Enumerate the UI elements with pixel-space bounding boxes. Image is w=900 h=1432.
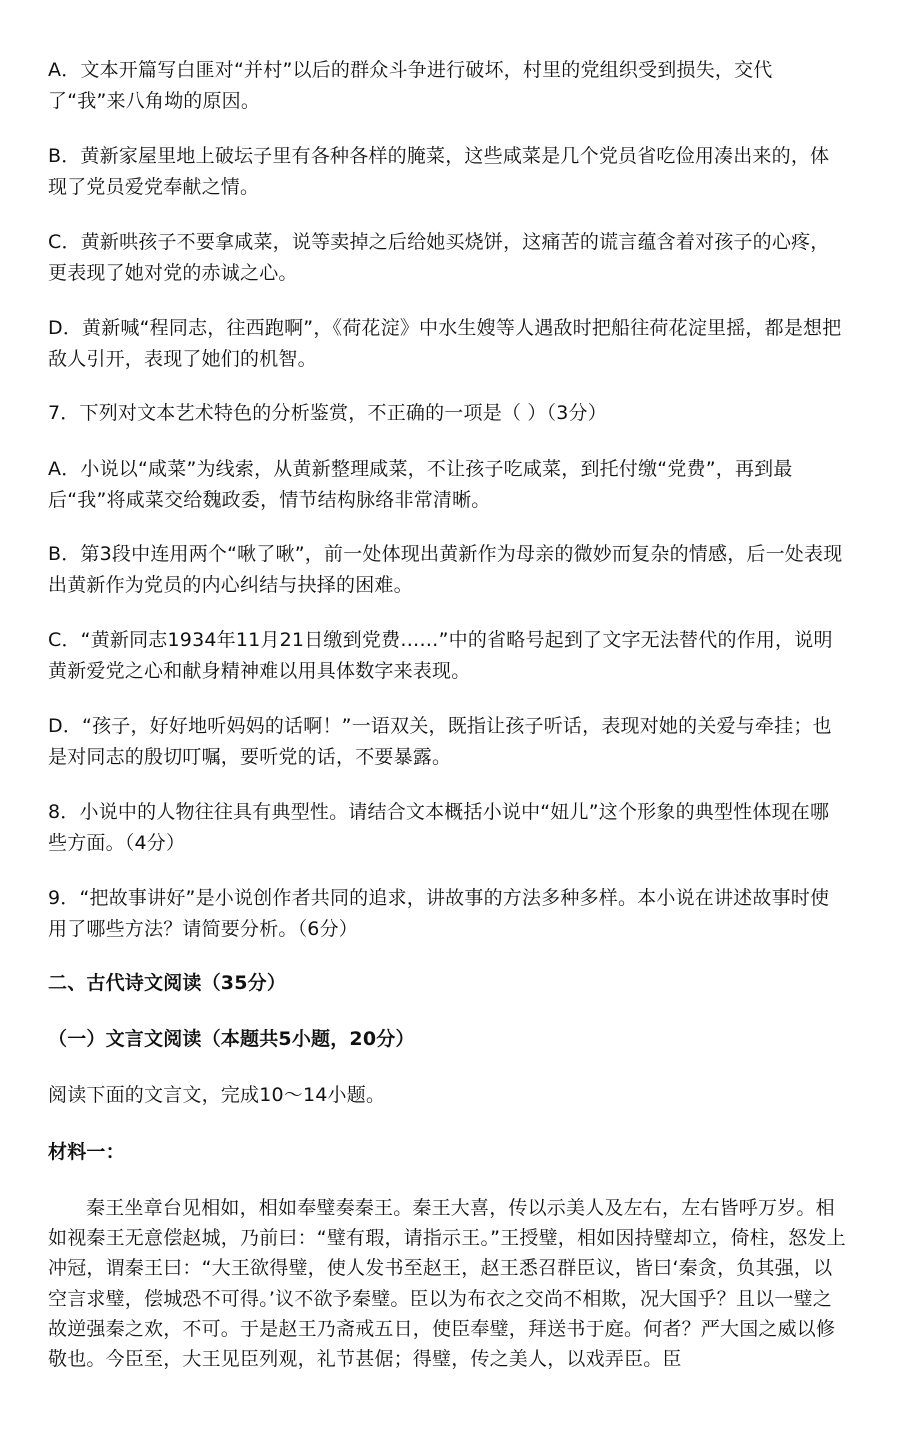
q7-stem: 7．下列对文本艺术特色的分析鉴赏，不正确的一项是（ ）（3分） — [48, 402, 607, 424]
q6-option-c: C．黄新哄孩子不要拿咸菜，说等卖掉之后给她买烧饼，这痛苦的谎言蕴含着对孩子的心疼，更表现了她对党的赤诚之心。 — [48, 231, 830, 284]
q7-option-d: D．“孩子，好好地听妈妈的话啊！”一语双关，既指让孩子听话，表现对她的关爱与牵挂；也是对同志的殷切叮嘱，要听党的话，不要暴露。 — [48, 715, 832, 768]
q7-option-b: B．第3段中连用两个“啾了啾”，前一处体现出黄新作为母亲的微妙而复杂的情感，后一处表现出黄新作为党员的内心纠结与抉择的困难。 — [48, 543, 843, 596]
q6-option-d: D．黄新喊“程同志，往西跑啊”，《荷花淀》中水生嫂等人遇敌时把船往荷花淀里摇，都是想把敌人引开，表现了她们的机智。 — [48, 317, 842, 370]
q6-option-a: A．文本开篇写白匪对“并村”以后的群众斗争进行破坏，村里的党组织受到损失，交代了“我”来八角坳的原因。 — [48, 59, 773, 112]
material-1-label: 材料一： — [48, 1141, 125, 1163]
q7-option-a: A．小说以“咸菜”为线索，从黄新整理咸菜，不让孩子吃咸菜，到托付缴“党费”，再到最后“我”将咸菜交给魏政委，情节结构脉络非常清晰。 — [48, 458, 793, 511]
q7-option-c: C．“黄新同志1934年11月21日缴到党费……”中的省略号起到了文字无法替代的作用，说明黄新爱党之心和献身精神难以用具体数字来表现。 — [48, 629, 833, 682]
q6-option-b: B．黄新家屋里地上破坛子里有各种各样的腌菜，这些咸菜是几个党员省吃俭用凑出来的，体现了党员爱党奉献之情。 — [48, 145, 830, 198]
section-2-title: 二、古代诗文阅读（35分） — [48, 972, 287, 994]
question-8: 8．小说中的人物往往具有典型性。请结合文本概括小说中“妞儿”这个形象的典型性体现在哪些方面。（4分） — [48, 801, 830, 854]
question-9: 9．“把故事讲好”是小说创作者共同的追求，讲故事的方法多种多样。本小说在讲述故事时使用了哪些方法？请简要分析。（6分） — [48, 887, 830, 940]
material-1-text: 秦王坐章台见相如，相如奉璧奏秦王。秦王大喜，传以示美人及左右，左右皆呼万岁。相如视秦王无意偿赵城，乃前曰：“璧有瑕，请指示王。”王授璧，相如因持璧却立，倚柱，怒发上冲冠，谓秦王曰：“大王欲得璧，使人发书至赵王，赵王悉召群臣议，皆曰‘秦贪，负其强，以空言求璧，偿城恐不可得。’议不欲予秦璧。臣以为布衣之交尚不相欺，况大国乎？且以一璧之故逆强秦之欢，不可。于是赵王乃斋戒五日，使臣奉璧，拜送书于庭。何者？严大国之威以修敬也。今臣至，大王见臣列观，礼节甚倨；得璧，传之美人，以戏弄臣。臣 — [48, 1197, 846, 1371]
subsection-1-title: （一）文言文阅读（本题共5小题，20分） — [48, 1028, 415, 1050]
reading-instruction: 阅读下面的文言文，完成10～14小题。 — [48, 1084, 386, 1106]
